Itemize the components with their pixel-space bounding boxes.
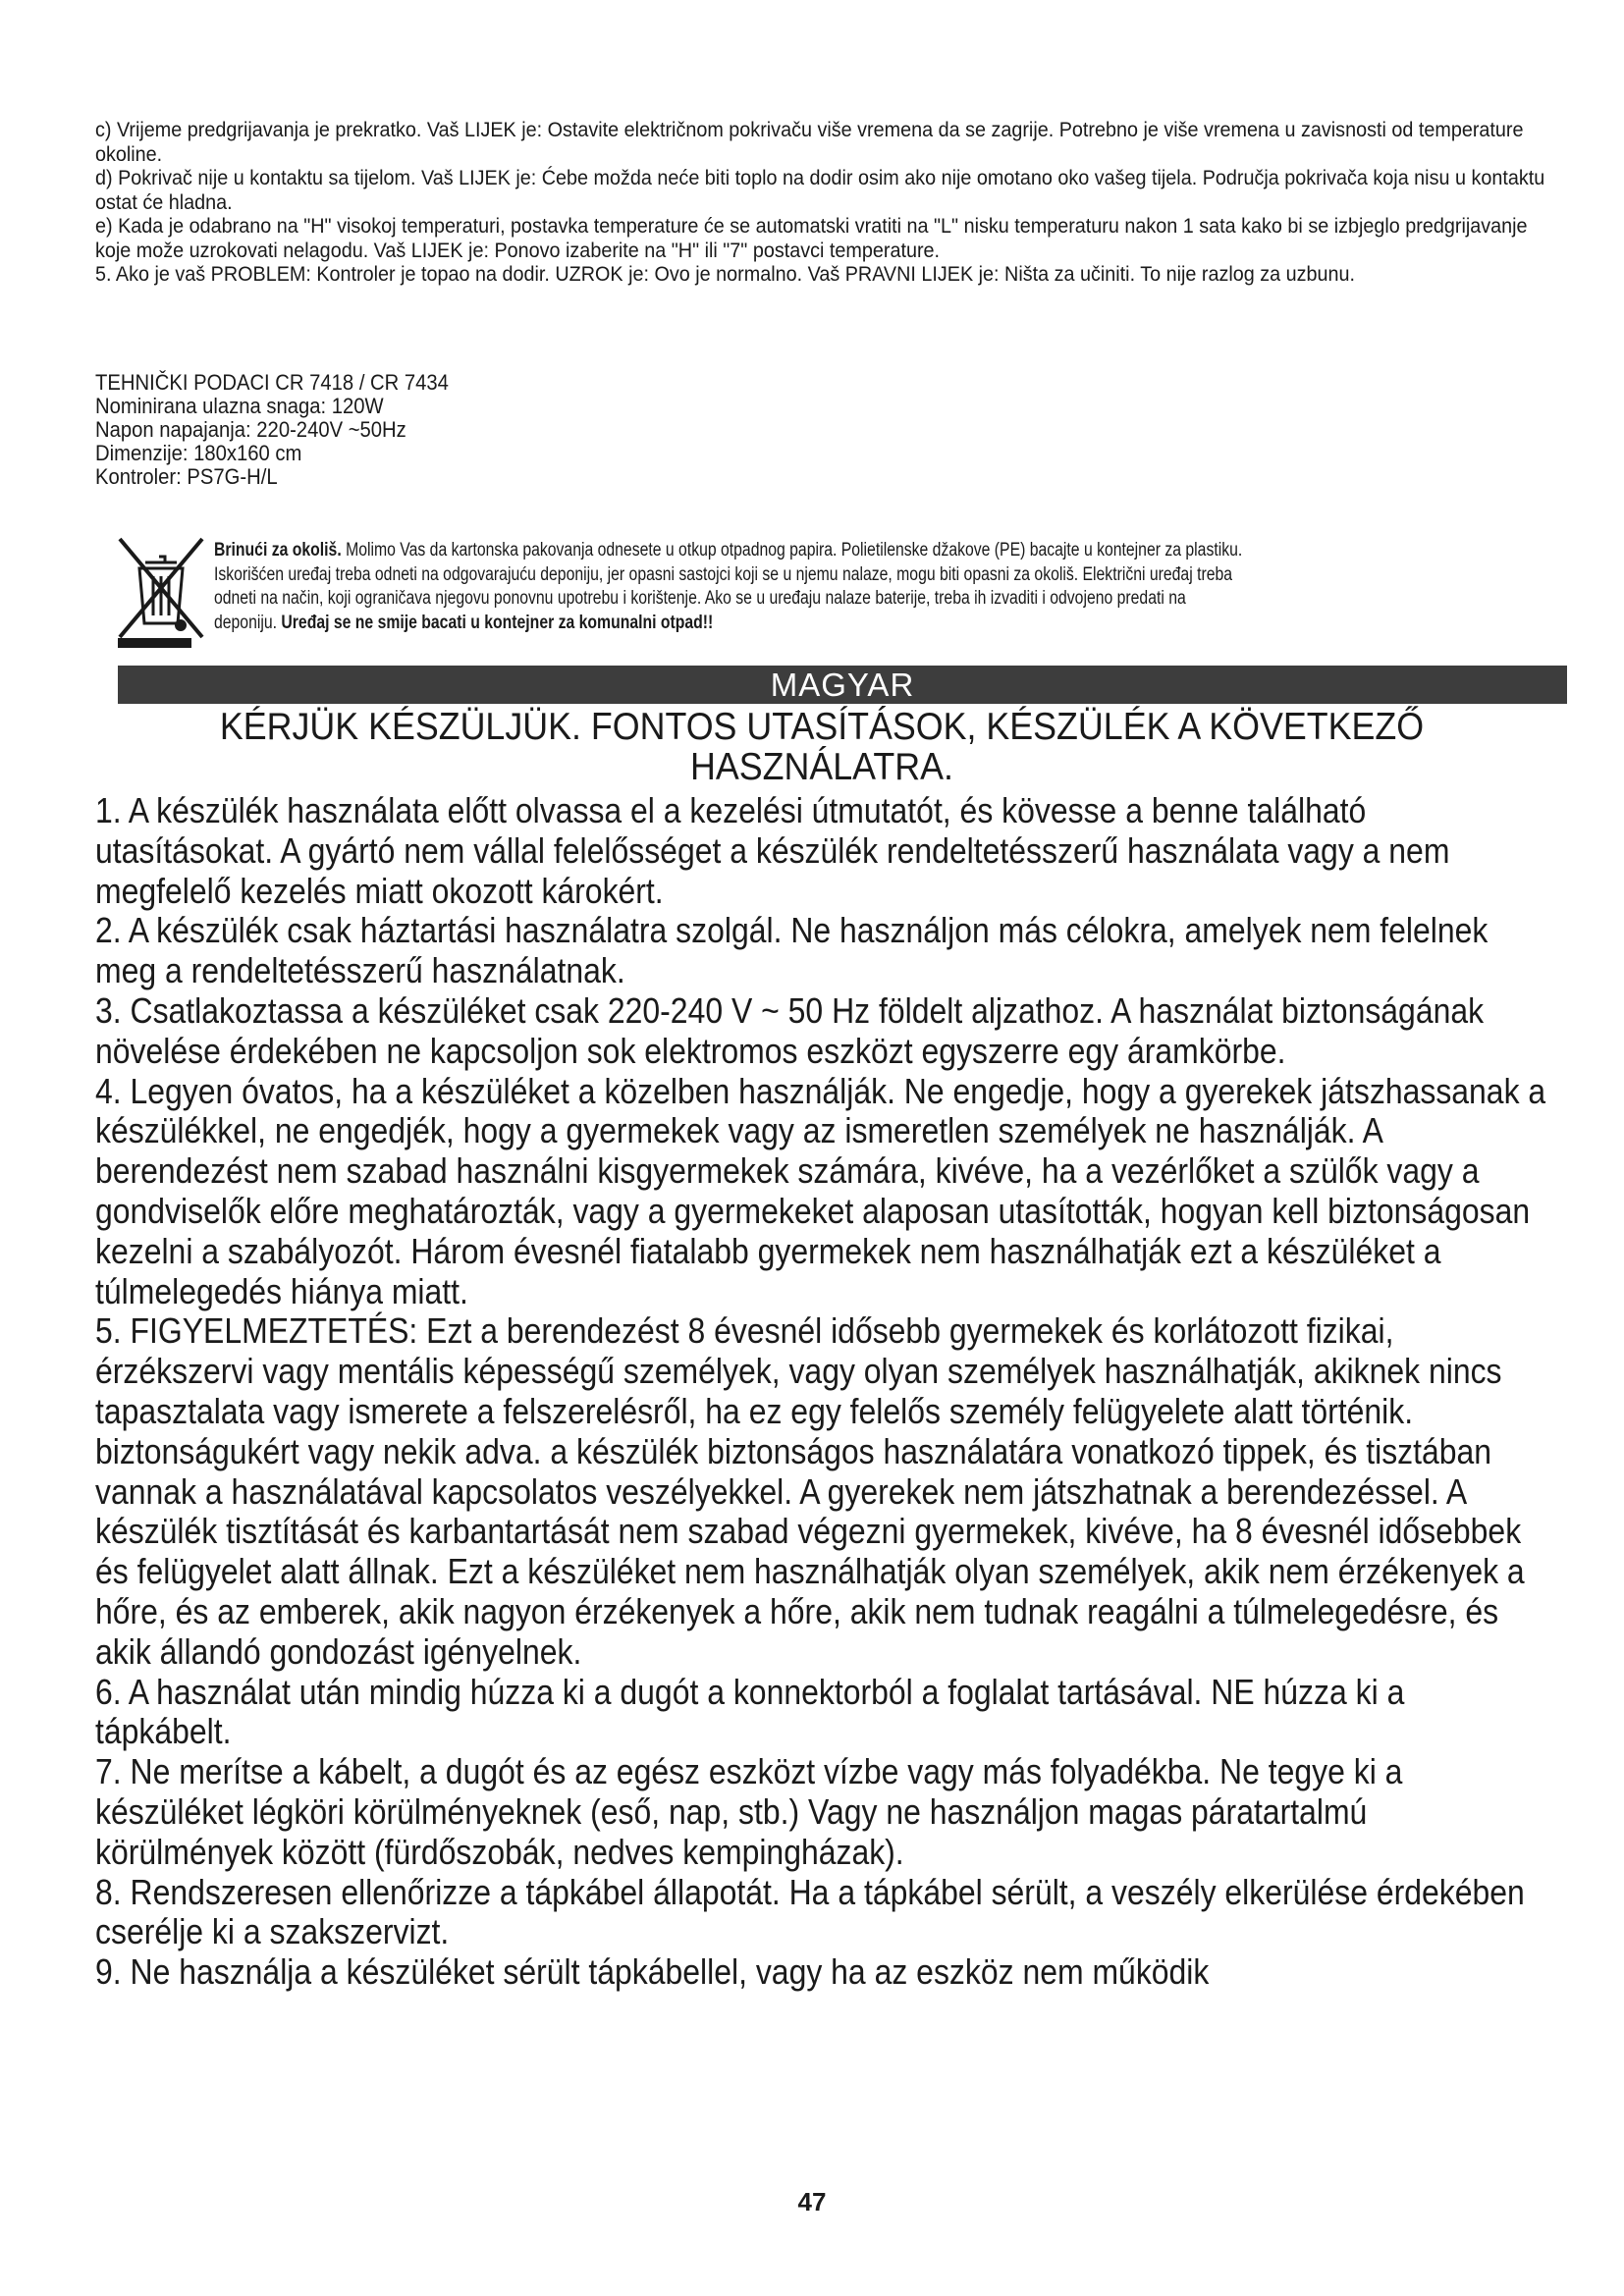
troubleshoot-item-c: c) Vrijeme predgrijavanja je prekratko. Vaš LIJEK je: Ostavite električnom pokrivaču više vremena da se zagrije. Potrebno je više vremena u zavisnosti od temperature okoline. bbox=[95, 118, 1524, 166]
environment-line-2: Iskorišćen uređaj treba odneti na odgovarajuću deponiju, jer opasni sastojci koji se u njemu nalaze, mogu biti opasni za okoliš. Električni uređaj treba bbox=[214, 563, 1233, 585]
page-number: 47 bbox=[797, 2187, 827, 2216]
instruction-item-1: 1. A készülék használata előtt olvassa el a kezelési útmutatót, és kövesse a benne található utasításokat. A gyártó nem vállal felelősséget a készülék rendeltetésszerű használata vagy a nem megfelelő kezelés miatt okozott károkért. bbox=[95, 790, 1450, 911]
section-title: KÉRJÜK KÉSZÜLJÜK. FONTOS UTASÍTÁSOK, KÉSZÜLÉK A KÖVETKEZŐ HASZNÁLATRA. bbox=[219, 706, 1425, 788]
environment-line-4: deponiju. Uređaj se ne smije bacati u kontejner za komunalni otpad!! bbox=[214, 612, 714, 633]
spec-power: Nominirana ulazna snaga: 120W bbox=[95, 394, 384, 418]
spec-controller: Kontroler: PS7G-H/L bbox=[95, 464, 278, 489]
instruction-item-2: 2. A készülék csak háztartási használatra szolgál. Ne használjon más célokra, amelyek nem felelnek meg a rendeltetésszerű használatnak. bbox=[95, 910, 1489, 991]
disposal-warning: Uređaj se ne smije bacati u kontejner za komunalni otpad!! bbox=[281, 612, 714, 633]
instruction-item-8: 8. Rendszeresen ellenőrizze a tápkábel állapotát. Ha a tápkábel sérült, a veszély elkerülése érdekében cserélje ki a szakszervizt. bbox=[95, 1871, 1525, 1952]
croatian-troubleshooting bbox=[95, 118, 1545, 287]
specs-heading: TEHNIČKI PODACI CR 7418 / CR 7434 bbox=[95, 370, 449, 395]
instruction-item-5: 5. FIGYELMEZTETÉS: Ezt a berendezést 8 évesnél idősebb gyermekek és korlátozott fizikai, érzékszervi vagy mentális képességű személyek, vagy olyan személyek használhatják, akiknek nincs tapasztalata vagy ismerete a felszerelésről, ha ez egy felelős személy felügyelete alatt történik. biztonságukért vagy nekik adva. a készülék biztonságos használatára vonatkozó tippek, és tisztában vannak a használatával kapcsolatos veszélyekkel. A gyerekek nem játszhatnak a berendezéssel. A készülék tisztítását és karbantartását nem szabad végezni gyermekek, kivéve, ha 8 évesnél idősebbek és felügyelet alatt állnak. Ezt a készüléket nem használhatják olyan személyek, akik nem érzékenyek a hőre, és az emberek, akik nagyon érzékenyek a hőre, akik nem tudnak reagálni a túlmelegedésre, és akik állandó gondozást igényelnek. bbox=[95, 1310, 1525, 1672]
environment-notice bbox=[214, 539, 1404, 635]
language-header: MAGYAR bbox=[118, 666, 1567, 704]
spec-dimensions: Dimenzije: 180x160 cm bbox=[95, 441, 302, 465]
environment-line-1: Brinući za okoliš. Molimo Vas da kartonska pakovanja odnesete u otkup otpadnog papira. Polietilenske džakove (PE) bacajte u kontejner za plastiku. bbox=[214, 540, 1243, 561]
instruction-item-6: 6. A használat után mindig húzza ki a dugót a konnektorból a foglalat tartásával. NE húzza ki a tápkábelt. bbox=[95, 1671, 1405, 1752]
weee-black-bar bbox=[118, 638, 191, 648]
instruction-item-3: 3. Csatlakoztassa a készüléket csak 220-240 V ~ 50 Hz földelt aljzathoz. A használat biztonságának növelése érdekében ne kapcsoljon sok elektromos eszközt egyszerre egy áramkörbe. bbox=[95, 989, 1485, 1071]
environment-line-3: odneti na način, koji ograničava njegovu ponovnu upotrebu i korištenje. Ako se u uređaju nalaze baterije, treba ih izvaditi i odvojeno predati na bbox=[214, 588, 1186, 609]
crossed-bin-icon bbox=[116, 535, 206, 643]
environment-title: Brinući za okoliš. bbox=[214, 540, 342, 561]
spec-voltage: Napon napajanja: 220-240V ~50Hz bbox=[95, 417, 406, 442]
troubleshoot-item-d: d) Pokrivač nije u kontaktu sa tijelom. Vaš LIJEK je: Ćebe možda neće biti toplo na dodir osim ako nije omotano oko vašeg tijela. Područja pokrivača koja nisu u kontaktu ostat će hladna. bbox=[95, 166, 1545, 214]
instruction-item-7: 7. Ne merítse a kábelt, a dugót és az egész eszközt vízbe vagy más folyadékba. Ne tegye ki a készüléket légköri körülményeknek (eső, nap, stb.) Vagy ne használjon magas páratartalmú körülmények között (fürdőszobák, nedves kempingházak). bbox=[95, 1751, 1403, 1872]
instruction-item-4: 4. Legyen óvatos, ha a készüléket a közelben használják. Ne engedje, hogy a gyerekek játszhassanak a készülékkel, ne engedjék, hogy a gyermekek vagy az ismeretlen személyek ne használják. A berendezést nem szabad használni kisgyermekek számára, kivéve, ha a vezérlőket a szülők vagy a gondviselők előre meghatározták, vagy a gyermekeket alaposan utasították, hogyan kell biztonságosan kezelni a szabályozót. Három évesnél fiatalabb gyermekek nem használhatják ezt a készüléket a túlmelegedés hiánya miatt. bbox=[95, 1070, 1546, 1311]
instruction-item-9: 9. Ne használja a készüléket sérült tápkábellel, vagy ha az eszköz nem működik bbox=[95, 1951, 1210, 1993]
troubleshoot-item-e: e) Kada je odabrano na "H" visokoj temperaturi, postavka temperature će se automatski vratiti na "L" nisku temperaturu nakon 1 sata kako bi se izbjeglo predgrijavanje koje može uzrokovati nelagodu. Vaš LIJEK je: Ponovo izaberite na "H" ili "7" postavci temperature. bbox=[95, 214, 1528, 262]
technical-specs bbox=[95, 371, 783, 489]
troubleshoot-item-5: 5. Ako je vaš PROBLEM: Kontroler je topao na dodir. UZROK je: Ovo je normalno. Vaš PRAVNI LIJEK je: Ništa za učiniti. To nije razlog za uzbunu. bbox=[95, 262, 1356, 286]
safety-instructions bbox=[95, 791, 1547, 1993]
